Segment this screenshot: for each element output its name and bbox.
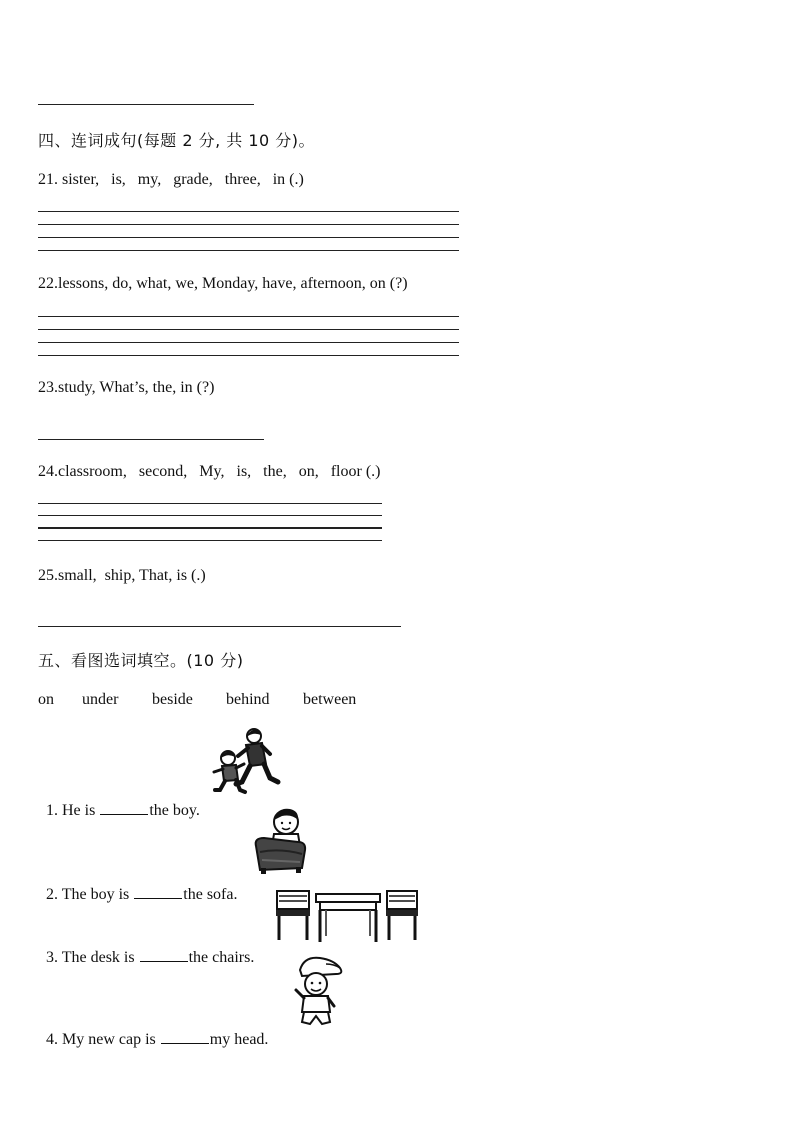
answer-line [38, 316, 459, 317]
answer-line [38, 540, 382, 541]
item-text: the chairs. [188, 949, 255, 966]
boy-behind-sofa-image [252, 804, 308, 878]
two-boys-running-image [212, 726, 282, 796]
answer-blank[interactable] [161, 1029, 209, 1044]
boy-with-cap-image [290, 954, 346, 1028]
answer-line-top [38, 104, 254, 105]
fill-item-4 [38, 1011, 268, 1049]
item-text: 4. My new cap is [46, 1031, 160, 1048]
fill-item-1 [38, 782, 200, 820]
question-24: 24.classroom, second, My, is, the, on, floor (.) [38, 463, 381, 480]
fill-item-2 [38, 866, 237, 904]
word-option: on [38, 691, 54, 708]
answer-line [38, 355, 459, 356]
section4-heading: 四、连词成句(每题 2 分, 共 10 分)。 [38, 131, 316, 150]
answer-line [38, 342, 459, 343]
word-option: between [303, 691, 357, 708]
question-22: 22.lessons, do, what, we, Monday, have, afternoon, on (?) [38, 275, 408, 292]
item-text: my head. [209, 1031, 269, 1048]
answer-blank[interactable] [140, 947, 188, 962]
answer-line [38, 224, 459, 225]
answer-line [38, 329, 459, 330]
answer-line [38, 211, 459, 212]
answer-line-23 [38, 439, 264, 440]
question-25: 25.small, ship, That, is (.) [38, 567, 206, 584]
item-text: the boy. [149, 802, 200, 819]
answer-line [38, 250, 459, 251]
answer-line [38, 527, 382, 529]
fill-item-3 [38, 929, 254, 967]
word-option: behind [226, 691, 270, 708]
word-options [38, 691, 356, 709]
item-text: the sofa. [183, 886, 238, 903]
answer-line [38, 503, 382, 504]
desk-between-chairs-image [274, 888, 422, 944]
item-text: 3. The desk is [46, 949, 139, 966]
item-text: 2. The boy is [46, 886, 134, 903]
word-option: under [82, 691, 119, 708]
answer-line [38, 515, 382, 516]
question-23: 23.study, What’s, the, in (?) [38, 379, 215, 396]
answer-blank[interactable] [134, 884, 182, 899]
answer-line-25 [38, 626, 401, 627]
section5-heading: 五、看图选词填空。(10 分) [38, 651, 244, 670]
question-21: 21. sister, is, my, grade, three, in (.) [38, 171, 304, 188]
item-text: 1. He is [46, 802, 100, 819]
answer-blank[interactable] [100, 800, 148, 815]
word-option: beside [152, 691, 193, 708]
answer-line [38, 237, 459, 238]
